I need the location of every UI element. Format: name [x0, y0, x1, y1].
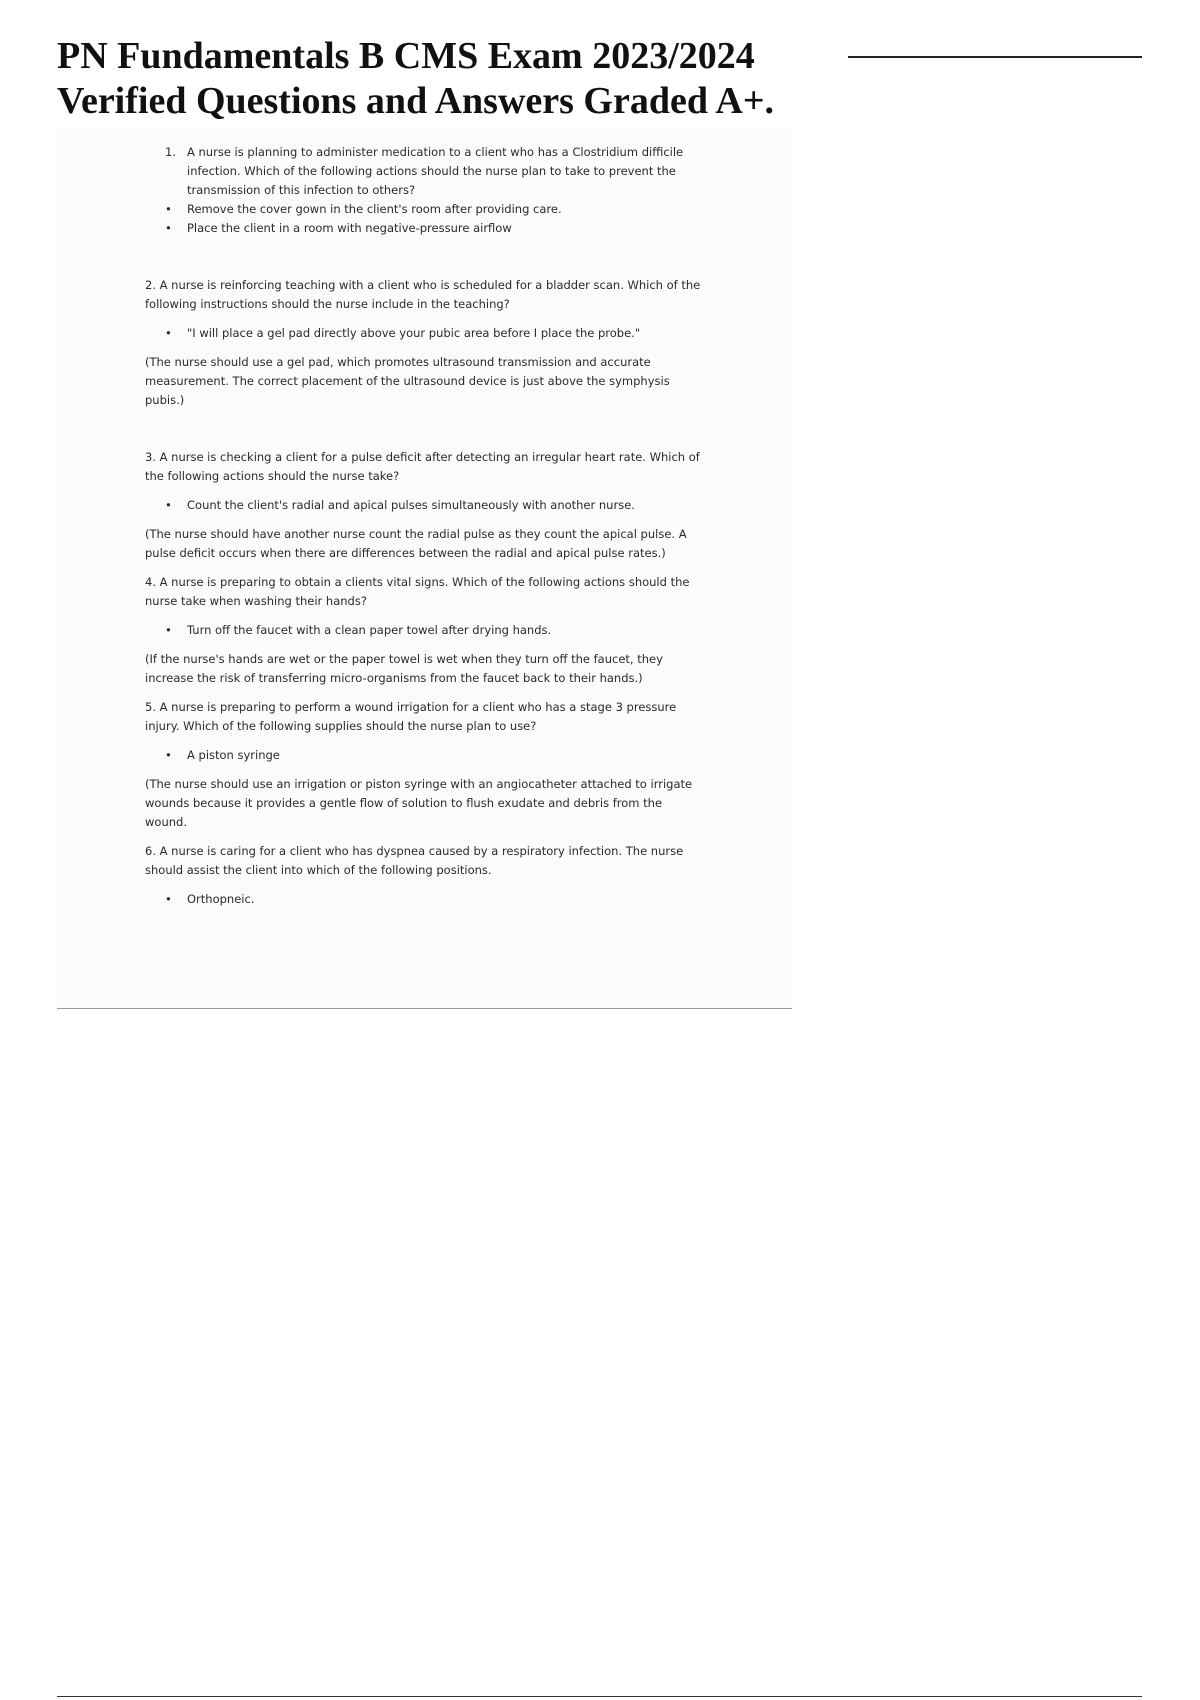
- question-text: 3. A nurse is checking a client for a pulse deficit after detecting an irregular heart rate. Which of the following actions should the nurse take?: [145, 450, 700, 483]
- panel-bottom-rule: [57, 1008, 792, 1009]
- answer-item: • Orthopneic.: [145, 890, 705, 909]
- question-text: 2. A nurse is reinforcing teaching with a client who is scheduled for a bladder scan. Which of the following instructions should the nurse include in the teaching?: [145, 278, 701, 311]
- question-4: [145, 573, 705, 688]
- question-text: 6. A nurse is caring for a client who has dyspnea caused by a respiratory infection. The nurse should assist the client into which of the following positions.: [145, 844, 684, 877]
- question-text: 4. A nurse is preparing to obtain a clients vital signs. Which of the following actions should the nurse take when washing their hands?: [145, 575, 690, 608]
- rationale-text: (The nurse should use an irrigation or piston syringe with an angiocatheter attached to irrigate wounds because it provides a gentle flow of solution to flush exudate and debris from the wound.: [145, 777, 693, 829]
- title-line-2: Verified Questions and Answers Graded A+.: [57, 80, 774, 122]
- answer-item: • Turn off the faucet with a clean paper towel after drying hands.: [145, 621, 705, 640]
- question-text: A nurse is planning to administer medication to a client who has a Clostridium difficile infection. Which of the following actions should the nurse plan to take to prevent the transmission of this infection to others?: [187, 145, 684, 197]
- answer-item: • Place the client in a room with negative-pressure airflow: [145, 219, 705, 238]
- question-5: [145, 698, 705, 832]
- answer-list: [145, 496, 705, 515]
- answer-item: • "I will place a gel pad directly above your pubic area before I place the probe.": [145, 324, 705, 343]
- answer-list: [145, 890, 705, 909]
- answer-list: [145, 200, 705, 238]
- answer-item: • Count the client's radial and apical pulses simultaneously with another nurse.: [145, 496, 705, 515]
- document-title: [57, 34, 857, 124]
- question-list: [145, 143, 705, 909]
- title-line-1: PN Fundamentals B CMS Exam 2023/2024: [57, 35, 755, 77]
- answer-item: • A piston syringe: [145, 746, 705, 765]
- question-3: [145, 448, 705, 563]
- question-2: [145, 276, 705, 410]
- answer-list: [145, 621, 705, 640]
- rationale-text: (The nurse should use a gel pad, which promotes ultrasound transmission and accurate measurement. The correct placement of the ultrasound device is just above the symphysis pubis.): [145, 355, 670, 407]
- question-6: [145, 842, 705, 909]
- rationale-text: (The nurse should have another nurse count the radial pulse as they count the apical pulse. A pulse deficit occurs when there are differences between the radial and apical pulse rates.): [145, 527, 687, 560]
- question-text: 5. A nurse is preparing to perform a wound irrigation for a client who has a stage 3 pressure injury. Which of the following supplies should the nurse plan to use?: [145, 700, 677, 733]
- question-1: [145, 143, 705, 238]
- answer-list: [145, 324, 705, 343]
- answer-list: [145, 746, 705, 765]
- rationale-text: (If the nurse's hands are wet or the paper towel is wet when they turn off the faucet, they increase the risk of transferring micro-organisms from the faucet back to their hands.): [145, 652, 663, 685]
- title-rule: [848, 56, 1142, 58]
- question-number: 1.: [165, 145, 176, 159]
- answer-item: • Remove the cover gown in the client's room after providing care.: [145, 200, 705, 219]
- page-bottom-rule: [57, 1696, 1142, 1697]
